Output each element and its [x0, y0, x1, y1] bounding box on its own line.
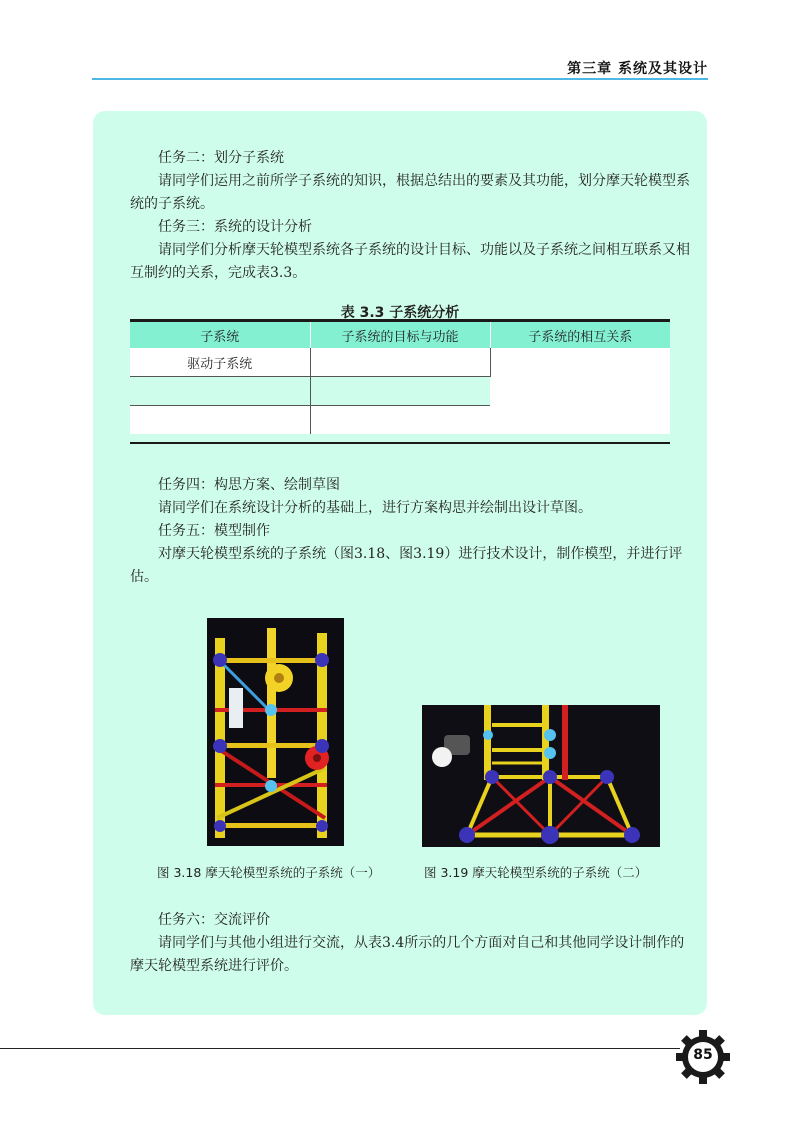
task4-title: 任务四：构思方案、绘制草图: [158, 477, 340, 493]
table-cell: 驱动子系统: [130, 348, 310, 377]
table-cell: [310, 406, 490, 435]
figure-3-18-photo: [207, 618, 344, 846]
figure-3-19-caption: 图 3.19 摩天轮模型系统的子系统（二）: [424, 865, 648, 880]
table-cell-merged: [490, 348, 670, 434]
task6-title: 任务六：交流评价: [158, 912, 270, 928]
footer-rule: [0, 1048, 680, 1049]
header-rule: [92, 78, 708, 80]
task4-body: 请同学们在系统设计分析的基础上，进行方案构思并绘制出设计草图。: [158, 500, 592, 516]
task6-body: 请同学们与其他小组进行交流，从表3.4所示的几个方面对自己和其他同学设计制作的摩天轮模型系统进行评价。: [130, 935, 685, 974]
table-cell: [310, 348, 490, 377]
table-header-cell: 子系统的目标与功能: [310, 322, 490, 348]
task3-title: 任务三：系统的设计分析: [158, 219, 312, 235]
page-number: 85: [693, 1047, 713, 1063]
table-header-row: [130, 322, 670, 348]
table-header-cell: 子系统的相互关系: [490, 322, 670, 348]
task5-title: 任务五：模型制作: [158, 523, 270, 539]
task2-title: 任务二：划分子系统: [158, 150, 284, 166]
table-cell: [130, 377, 310, 406]
table-cell: [130, 406, 310, 435]
table-cell: [310, 377, 490, 406]
table-row: [130, 348, 670, 377]
table-caption: 表 3.3 子系统分析: [340, 305, 460, 321]
table-header-cell: 子系统: [130, 322, 310, 348]
figure-3-18-caption: 图 3.18 摩天轮模型系统的子系统（一）: [157, 865, 381, 880]
figure-3-19-photo: [422, 705, 660, 847]
task2-body: 请同学们运用之前所学子系统的知识，根据总结出的要素及其功能，划分摩天轮模型系统的子系统。: [130, 173, 690, 212]
task5-body: 对摩天轮模型系统的子系统（图3.18、图3.19）进行技术设计，制作模型，并进行评估。: [130, 546, 683, 585]
task3-body: 请同学们分析摩天轮模型系统各子系统的设计目标、功能以及子系统之间相互联系又相互制约的关系，完成表3.3。: [130, 242, 690, 281]
subsystem-table: [130, 319, 670, 444]
chapter-header: 第三章 系统及其设计: [567, 61, 708, 77]
